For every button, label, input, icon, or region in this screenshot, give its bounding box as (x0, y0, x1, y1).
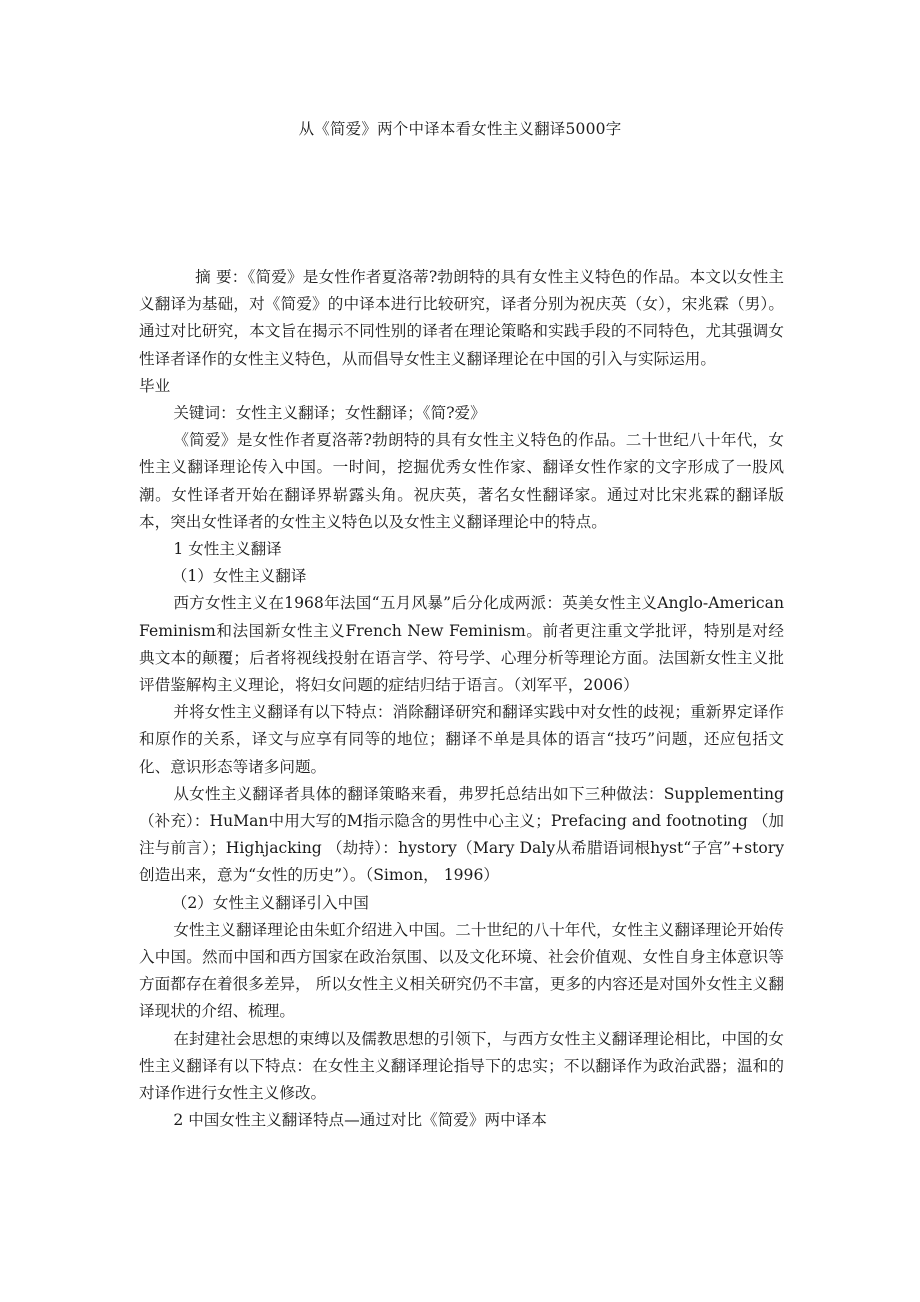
section-1-subheading-2: （2）女性主义翻译引入中国 (171, 893, 369, 912)
section-1-paragraph-4: 女性主义翻译理论由朱虹介绍进入中国。二十世纪的八十年代，女性主义翻译理论开始传入中国。然而中国和西方国家在政治氛围、以及文化环境、社会价值观、女性自身主体意识等方面都存在着很多差异， 所以女性主义相关研究仍不丰富，更多的内容还是对国外女性主义翻译现状的介绍、梳理。 (139, 920, 784, 1021)
abstract-paragraph: 摘 要：《简爱》是女性作者夏洛蒂?勃朗特的具有女性主义特色的作品。本文以女性主义翻译为基础，对《简爱》的中译本进行比较研究，译者分别为祝庆英（女），宋兆霖（男）。通过对比研究，本文旨在揭示不同性别的译者在理论策略和实践手段的不同特色，尤其强调女性译者译作的女性主义特色，从而倡导女性主义翻译理论在中国的引入与实际运用。 (139, 268, 784, 368)
section-1-paragraph-3: 从女性主义翻译者具体的翻译策略来看，弗罗托总结出如下三种做法：Supplementing（补充）：HuMan中用大写的M指示隐含的男性中心主义；Prefacing and footnoting （加注与前言）；Highjacking （劫持）：hystory（Mary Daly从希腊语词根hyst“子宫”+story创造出来，意为“女性的历史”）。（Simon， 1996） (139, 784, 784, 885)
section-2-heading: 2 中国女性主义翻译特点—通过对比《简爱》两中译本 (173, 1111, 547, 1130)
section-1-subheading-1: （1）女性主义翻译 (171, 567, 307, 586)
document-body (139, 264, 784, 1135)
document-title: 从《简爱》两个中译本看女性主义翻译5000字 (298, 120, 622, 138)
section-1-paragraph-1: 西方女性主义在1968年法国“五月风暴”后分化成两派：英美女性主义Anglo-American Feminism和法国新女性主义French New Feminism。前者更注重文学批评，特别是对经典文本的颠覆；后者将视线投射在语言学、符号学、心理分析等理论方面。法国新女性主义批评借鉴解构主义理论，将妇女问题的症结归结于语言。（刘军平，2006） (139, 594, 784, 695)
graduation-label: 毕业 (139, 376, 171, 395)
section-1-heading: 1 女性主义翻译 (173, 540, 282, 559)
keywords-line: 关键词：女性主义翻译；女性翻译；《简?爱》 (173, 404, 486, 423)
section-1-paragraph-2: 并将女性主义翻译有以下特点：消除翻译研究和翻译实践中对女性的歧视；重新界定译作和原作的关系，译文与应享有同等的地位；翻译不单是具体的语言“技巧”问题，还应包括文化、意识形态等诸多问题。 (139, 703, 784, 776)
section-1-paragraph-5: 在封建社会思想的束缚以及儒教思想的引领下，与西方女性主义翻译理论相比，中国的女性主义翻译有以下特点：在女性主义翻译理论指导下的忠实；不以翻译作为政治武器；温和的对译作进行女性主义修改。 (139, 1029, 784, 1103)
intro-paragraph: 《简爱》是女性作者夏洛蒂?勃朗特的具有女性主义特色的作品。二十世纪八十年代，女性主义翻译理论传入中国。一时间，挖掘优秀女性作家、翻译女性作家的文字形成了一股风潮。女性译者开始在翻译界崭露头角。祝庆英，著名女性翻译家。通过对比宋兆霖的翻译版本，突出女性译者的女性主义特色以及女性主义翻译理论中的特点。 (139, 431, 784, 531)
